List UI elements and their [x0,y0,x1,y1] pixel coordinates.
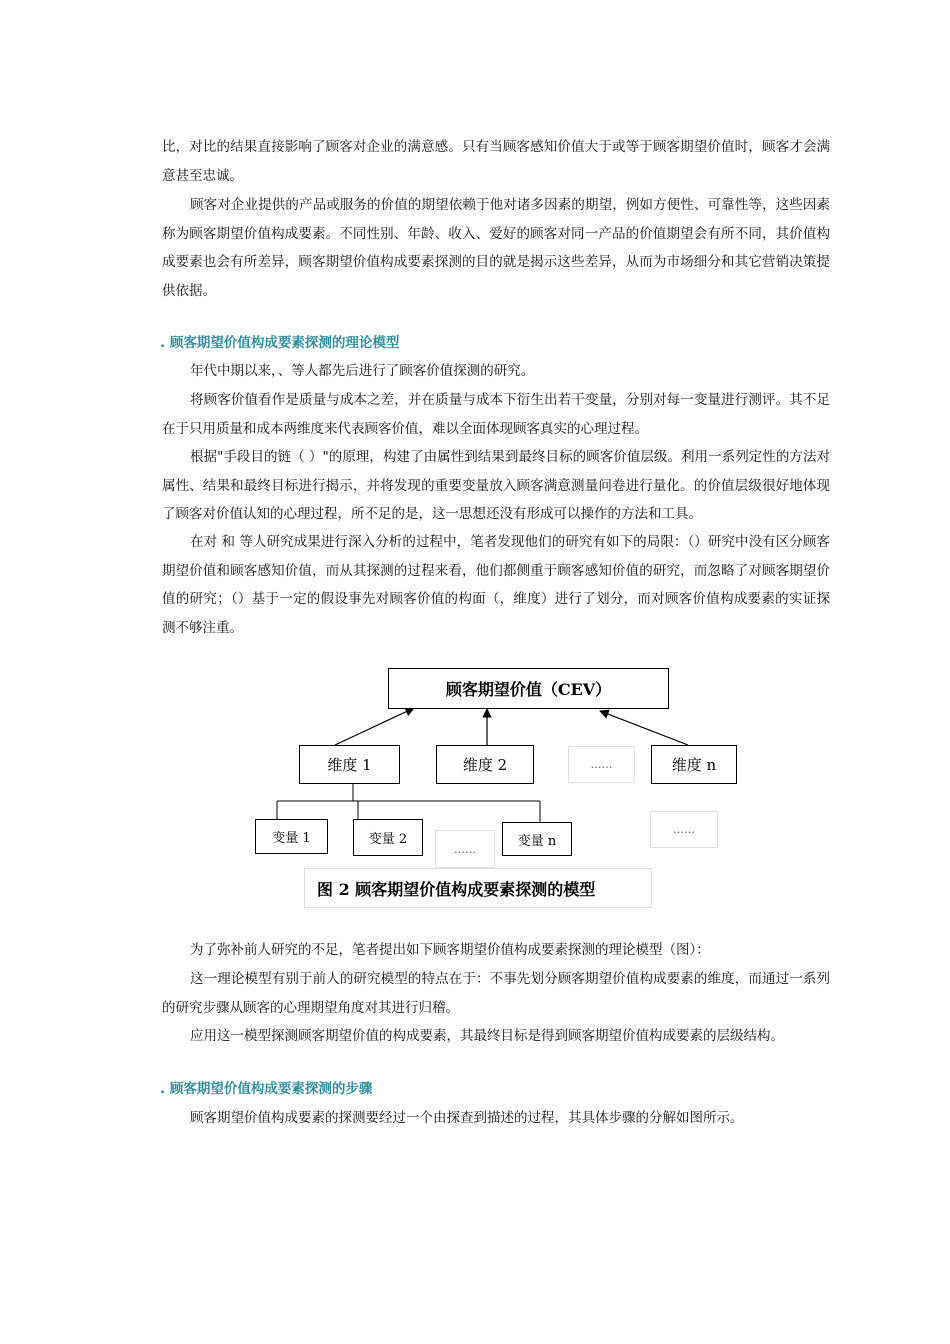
paragraph-expectation-factors: 顾客对企业提供的产品或服务的价值的期望依赖于他对诸多因素的期望，例如方便性、可靠性等，这些因素称为顾客期望价值构成要素。不同性别、年龄、收入、爱好的顾客对同一产品的价值期望会有所不同，其价值构成要素也会有所差异，顾客期望价值构成要素探测的目的就是揭示这些差异，从而为市场细分和其它营销决策提供依据。 [162,197,830,299]
dimension-ellipsis-box: …… [568,746,635,783]
model-figure [250,662,717,912]
arrow-dimn [600,711,688,745]
cev-box: 顾客期望价值（CEV） [388,668,669,709]
paragraph-comparison: 比，对比的结果直接影响了顾客对企业的满意感。只有当顾客感知价值大于或等于顾客期望价值时，顾客才会满意甚至忠诚。 [162,139,830,184]
variable-n-box: 变量 n [502,822,572,856]
variable-ellipsis-box: …… [435,830,495,868]
paragraph-model-feature: 这一理论模型有别于前人的研究模型的特点在于：不事先划分顾客期望价值构成要素的维度，而通过一系列的研究步骤从顾客的心理期望角度对其进行归稽。 [162,971,830,1016]
right-ellipsis-box: …… [650,811,718,848]
paragraph-model-goal: 应用这一模型探测顾客期望价值的构成要素，其最终目标是得到顾客期望价值构成要素的层级结构。 [190,1028,784,1044]
paragraph-means-end-chain: 根据"手段目的链（ ）"的原理，构建了由属性到结果到最终目标的顾客价值层级。利用一系列定性的方法对属性、结果和最终目标进行揭示，并将发现的重要变量放入顾客满意测量问卷进行量化。的价值层级很好地体现了顾客对价值认知的心理过程，所不足的是，这一思想还没有形成可以操作的方法和工具。 [162,449,830,522]
variable-2-box: 变量 2 [353,819,423,856]
variable-1-box: 变量 1 [255,819,328,854]
paragraph-limitations: 在对 和 等人研究成果进行深入分析的过程中，笔者发现他们的研究有如下的局限：（）研究中没有区分顾客期望价值和顾客感知价值，而从其探测的过程来看，他们都侧重于顾客感知价值的研究，而忽略了对顾客期望价值的研究；（）基于一定的假设事先对顾客价值的构面（，维度）进行了划分，而对顾客价值构成要素的实证探测不够注重。 [162,534,830,636]
figure-caption: 图 2 顾客期望价值构成要素探测的模型 [304,868,652,908]
dimension-n-box: 维度 n [651,745,737,784]
dimension-1-box: 维度 1 [299,745,400,784]
dimension-2-box: 维度 2 [436,745,534,784]
paragraph-proposal: 为了弥补前人研究的不足，笔者提出如下顾客期望价值构成要素探测的理论模型（图）： [190,942,710,958]
paragraph-history: 年代中期以来，、等人都先后进行了顾客价值探测的研究。 [190,363,535,379]
paragraph-quality-cost: 将顾客价值看作是质量与成本之差，并在质量与成本下衍生出若干变量，分别对每一变量进行测评。其不足在于只用质量和成本两维度来代表顾客价值，难以全面体现顾客真实的心理过程。 [162,392,830,437]
paragraph-steps: 顾客期望价值构成要素的探测要经过一个由探查到描述的过程，其具体步骤的分解如图所示。 [190,1110,744,1126]
section-heading-theory-model: . 顾客期望价值构成要素探测的理论模型 [160,335,400,351]
section-heading-steps: . 顾客期望价值构成要素探测的步骤 [160,1081,373,1097]
arrow-dim1 [335,708,414,745]
